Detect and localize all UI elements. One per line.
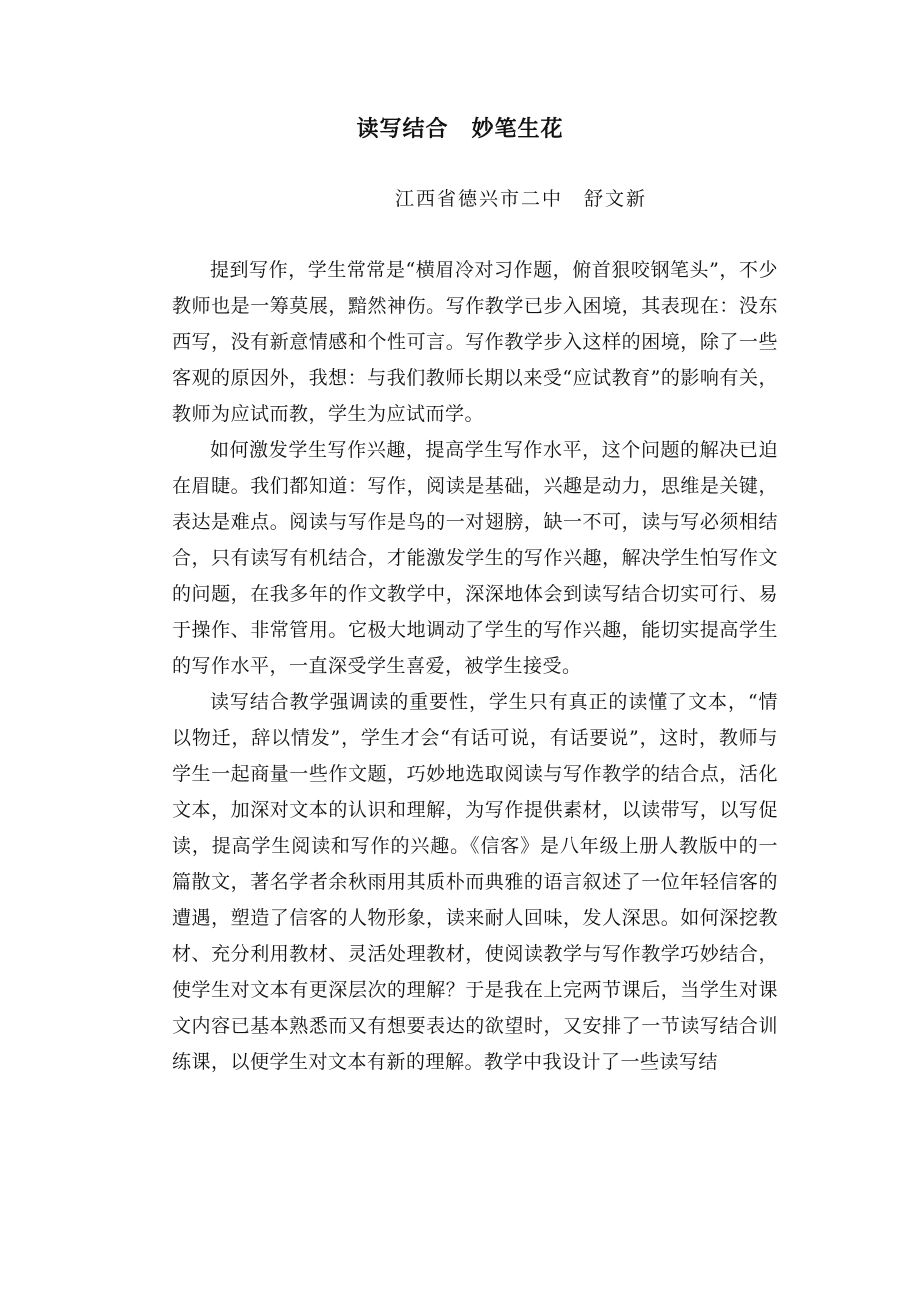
article-title: 读写结合 妙笔生花	[356, 117, 564, 142]
author-line: 江西省德兴市二中 舒文新	[395, 188, 648, 210]
paragraph-2: 如何激发学生写作兴趣，提高学生写作水平，这个问题的解决已迫在眉睫。我们都知道：写作，阅读是基础，兴趣是动力，思维是关键，表达是难点。阅读与写作是鸟的一对翅膀，缺一不可，读与写必须相结合，只有读写有机结合，才能激发学生的写作兴趣，解决学生怕写作文的问题，在我多年的作文教学中，深深地体会到读写结合切实可行、易于操作、非常管用。它极大地调动了学生的写作兴趣，能切实提高学生的写作水平，一直深受学生喜爱，被学生接受。	[172, 439, 778, 677]
paragraph-3: 读写结合教学强调读的重要性，学生只有真正的读懂了文本，“情以物迁，辞以情发”，学生才会“有话可说，有话要说”，这时，教师与学生一起商量一些作文题，巧妙地选取阅读与写作教学的结合点，活化文本，加深对文本的认识和理解，为写作提供素材，以读带写，以写促读，提高学生阅读和写作的兴趣。《信客》是八年级上册人教版中的一篇散文，著名学者余秋雨用其质朴而典雅的语言叙述了一位年轻信客的遭遇，塑造了信客的人物形象，读来耐人回味，发人深思。如何深挖教材、充分利用教材、灵活处理教材，使阅读教学与写作教学巧妙结合，使学生对文本有更深层次的理解？于是我在上完两节课后，当学生对课文内容已基本熟悉而又有想要表达的欲望时，又安排了一节读写结合训练课，以便学生对文本有新的理解。教学中我设计了一些读写结	[172, 691, 778, 1073]
paragraph-1: 提到写作，学生常常是“横眉冷对习作题，俯首狠咬钢笔头”，不少教师也是一筹莫展，黯然神伤。写作教学已步入困境，其表现在：没东西写，没有新意情感和个性可言。写作教学步入这样的困境，除了一些客观的原因外，我想：与我们教师长期以来受“应试教育”的影响有关，教师为应试而教，学生为应试而学。	[172, 259, 778, 425]
article-body	[172, 252, 778, 1080]
